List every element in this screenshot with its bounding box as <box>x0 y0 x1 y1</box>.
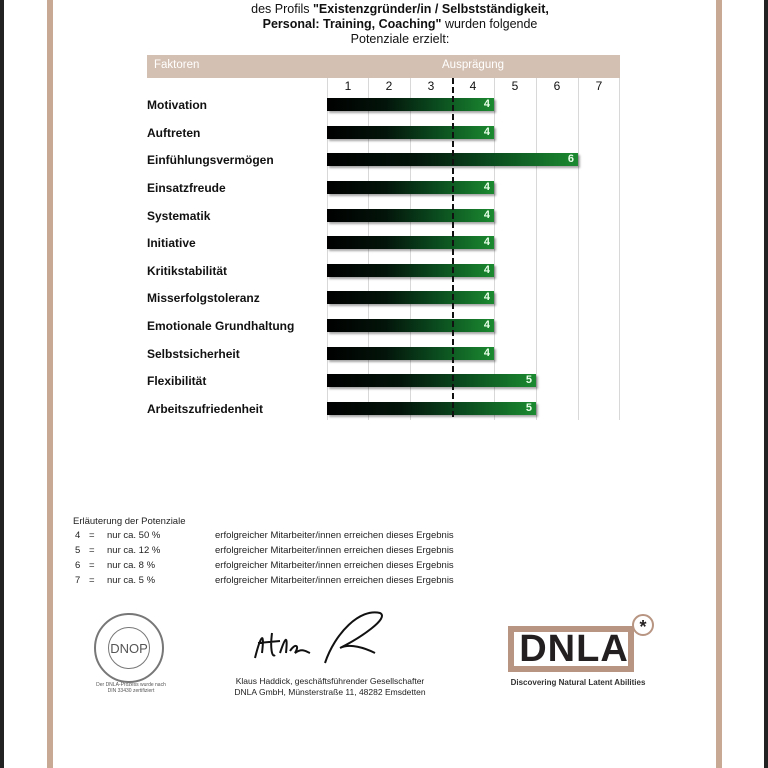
factor-bar <box>327 291 494 304</box>
table-header <box>147 55 620 78</box>
asterisk-icon: * <box>632 614 654 636</box>
factor-label: Misserfolgstoleranz <box>147 291 260 305</box>
grid-line <box>494 78 495 420</box>
bar-value: 4 <box>483 347 490 359</box>
window-edge-right <box>764 0 768 768</box>
factor-label: Kritikstabilität <box>147 264 228 278</box>
dnop-seal-icon: DNOP <box>94 613 164 683</box>
factor-label: Initiative <box>147 236 196 250</box>
factor-bar <box>327 374 536 387</box>
header-scale: Ausprägung <box>442 59 505 71</box>
factor-bar <box>327 209 494 222</box>
bar-value: 4 <box>483 319 490 331</box>
factor-label: Systematik <box>147 209 211 223</box>
tick-label: 7 <box>595 79 603 93</box>
factor-bar <box>327 181 494 194</box>
tick-label: 5 <box>511 79 519 93</box>
factor-label: Emotionale Grundhaltung <box>147 319 295 333</box>
bar-value: 4 <box>483 181 490 193</box>
seal-caption: Der DNLA-Prozess wurde nach DIN 33430 zertifiziert <box>96 682 166 694</box>
grid-line <box>536 78 537 420</box>
page-frame-left <box>47 0 53 768</box>
factor-bar <box>327 98 494 111</box>
bar-value: 4 <box>483 98 490 110</box>
bar-value: 4 <box>483 264 490 276</box>
signature-text: Klaus Haddick, geschäftsführender Gesellschafter DNLA GmbH, Münsterstraße 11, 48282 Emsdetten <box>234 676 426 697</box>
factor-label: Einfühlungsvermögen <box>147 153 274 167</box>
intro-text: des Profils "Existenzgründer/in / Selbstständigkeit, Personal: Training, Coaching" wurden folgende Potenziale erzielt: <box>251 2 549 46</box>
bar-value: 6 <box>567 153 574 165</box>
factor-bar <box>327 319 494 332</box>
legend-title: Erläuterung der Potenziale <box>73 516 186 527</box>
logo-tagline: Discovering Natural Latent Abilities <box>510 678 646 687</box>
factor-label: Arbeitszufriedenheit <box>147 402 264 416</box>
factor-label: Motivation <box>147 98 207 112</box>
tick-label: 1 <box>344 79 352 93</box>
bar-value: 5 <box>525 374 532 386</box>
factor-label: Flexibilität <box>147 374 207 388</box>
tick-label: 2 <box>385 79 393 93</box>
tick-label: 6 <box>553 79 561 93</box>
tick-label: 3 <box>427 79 435 93</box>
reference-line <box>452 78 454 420</box>
bar-value: 4 <box>483 236 490 248</box>
factor-label: Auftreten <box>147 126 201 140</box>
factor-label: Selbstsicherheit <box>147 347 240 361</box>
page-frame-right <box>716 0 722 768</box>
bar-value: 4 <box>483 291 490 303</box>
factor-bar <box>327 236 494 249</box>
grid-line <box>578 78 579 420</box>
bar-value: 4 <box>483 126 490 138</box>
factor-bar <box>327 126 494 139</box>
factor-bar <box>327 402 536 415</box>
factor-bar <box>327 264 494 277</box>
dnla-logo: DNLA <box>519 628 629 670</box>
factor-bar <box>327 347 494 360</box>
bar-value: 5 <box>525 402 532 414</box>
grid-line <box>619 78 620 420</box>
tick-label: 4 <box>469 79 477 93</box>
bar-value: 4 <box>483 209 490 221</box>
signature-icon <box>250 603 390 673</box>
window-edge-left <box>0 0 4 768</box>
header-factors: Faktoren <box>154 59 200 71</box>
factor-label: Einsatzfreude <box>147 181 226 195</box>
